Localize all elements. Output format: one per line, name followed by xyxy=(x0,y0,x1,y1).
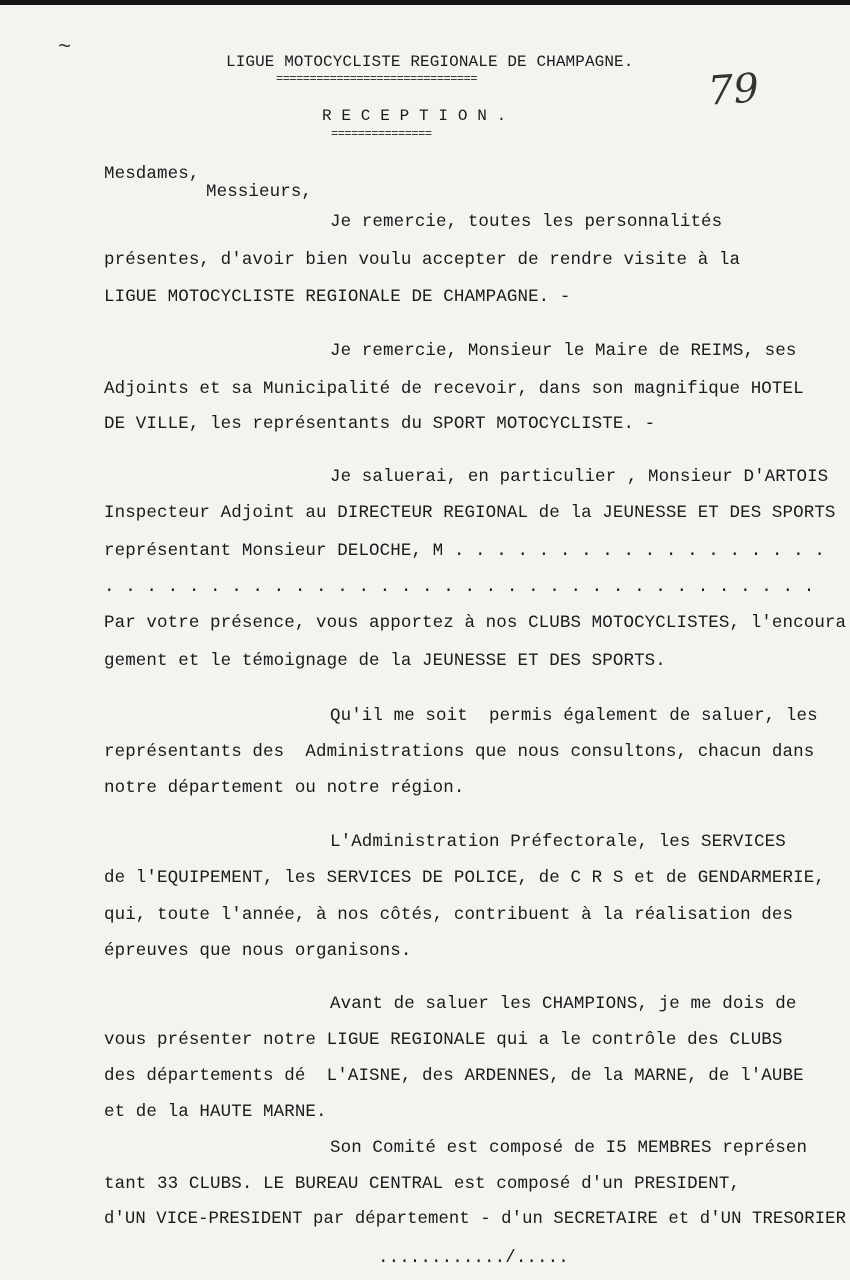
text-line: gement et le témoignage de la JEUNESSE ET DES SPORTS. xyxy=(104,651,666,671)
text-line: Adjoints et sa Municipalité de recevoir, dans son magnifique HOTEL xyxy=(104,379,804,399)
text-line: notre département ou notre région. xyxy=(104,778,465,798)
text-line: de l'EQUIPEMENT, les SERVICES DE POLICE, de C R S et de GENDARMERIE, xyxy=(104,868,825,888)
text-line: épreuves que nous organisons. xyxy=(104,941,412,961)
text-line: et de la HAUTE MARNE. xyxy=(104,1102,327,1122)
dotted-line: . . . . . . . . . . . . . . . . . . . . . . . . . . . . . . . . . . xyxy=(104,577,815,597)
text-line: d'UN VICE-PRESIDENT par département - d'un SECRETAIRE et d'UN TRESORIER xyxy=(104,1210,847,1229)
text-line: LIGUE MOTOCYCLISTE REGIONALE DE CHAMPAGNE. - xyxy=(104,287,571,307)
text-line: Inspecteur Adjoint au DIRECTEUR REGIONAL de la JEUNESSE ET DES SPORTS xyxy=(104,503,836,523)
text-line: représentants des Administrations que nous consultons, chacun dans xyxy=(104,742,815,762)
text-line: vous présenter notre LIGUE REGIONALE qui a le contrôle des CLUBS xyxy=(104,1030,783,1050)
text-line: tant 33 CLUBS. LE BUREAU CENTRAL est composé d'un PRESIDENT, xyxy=(104,1174,741,1194)
text-line: Je remercie, Monsieur le Maire de REIMS, ses xyxy=(330,341,797,361)
text-line: Son Comité est composé de I5 MEMBRES représen xyxy=(330,1138,808,1158)
text-line: présentes, d'avoir bien voulu accepter de rendre visite à la xyxy=(104,250,741,270)
league-heading: LIGUE MOTOCYCLISTE REGIONALE DE CHAMPAGNE. xyxy=(226,53,634,71)
reception-title-underline: =============== xyxy=(331,127,432,141)
text-line: Messieurs, xyxy=(206,182,313,202)
text-line: Je saluerai, en particulier , Monsieur D'ARTOIS xyxy=(330,467,829,487)
corner-mark: ~ xyxy=(58,35,72,60)
text-line: Mesdames, xyxy=(104,164,200,184)
text-line: des départements dé L'AISNE, des ARDENNES, de la MARNE, de l'AUBE xyxy=(104,1066,804,1086)
text-line: DE VILLE, les représentants du SPORT MOTOCYCLISTE. - xyxy=(104,414,656,434)
text-line: représentant Monsieur DELOCHE, M . . . . . . . . . . . . . . . . . . xyxy=(104,541,825,561)
reception-title: R E C E P T I O N . xyxy=(322,107,507,125)
text-line: Par votre présence, vous apportez à nos CLUBS MOTOCYCLISTES, l'encoura xyxy=(104,613,847,633)
text-line: L'Administration Préfectorale, les SERVICES xyxy=(330,832,786,852)
text-line: Qu'il me soit permis également de saluer, les xyxy=(330,706,818,726)
text-line: qui, toute l'année, à nos côtés, contribuent à la réalisation des xyxy=(104,905,794,925)
text-line: Je remercie, toutes les personnalités xyxy=(330,212,723,232)
handwritten-page-number: 79 xyxy=(706,65,761,115)
text-line: Avant de saluer les CHAMPIONS, je me dois de xyxy=(330,994,797,1014)
league-heading-underline: ============================== xyxy=(276,72,478,86)
continuation-mark: ............/..... xyxy=(378,1248,569,1268)
